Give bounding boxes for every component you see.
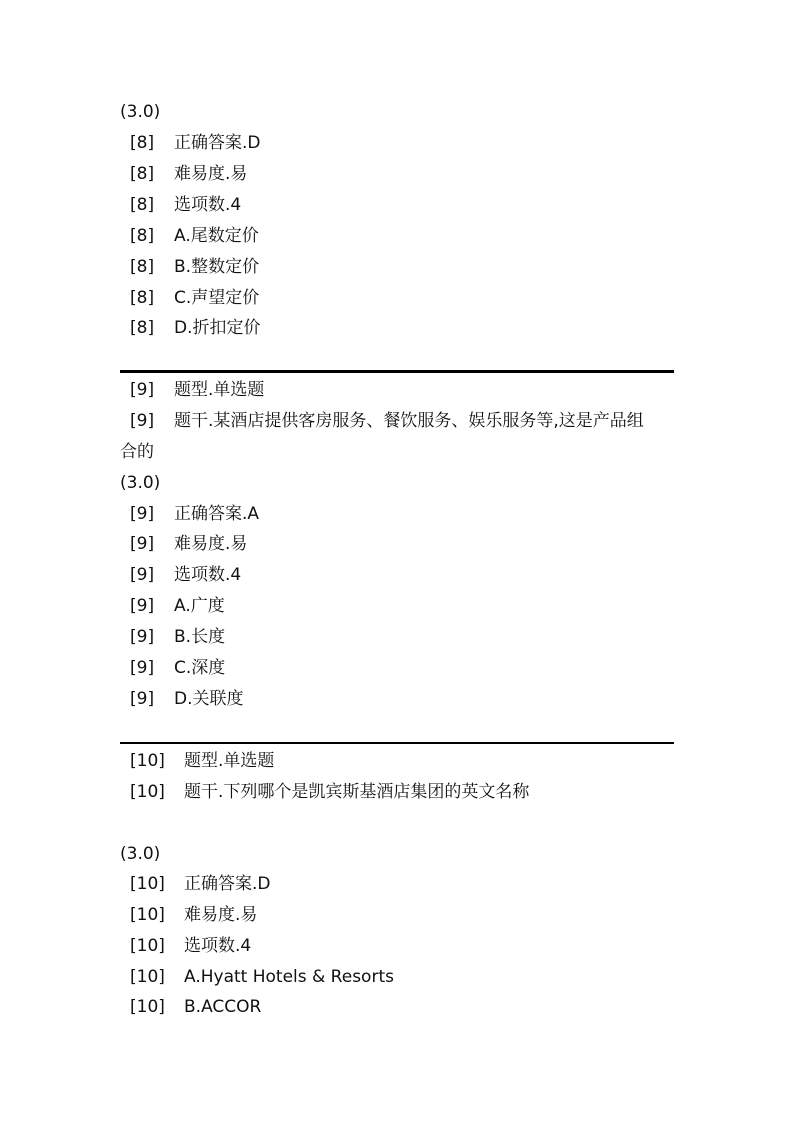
- q8-difficulty-row: [130, 163, 248, 185]
- q8-option-d: D.折扣定价: [174, 318, 261, 338]
- q9-option-a: A.广度: [174, 596, 225, 616]
- q9-tag: [9]: [130, 627, 155, 647]
- section-divider: [120, 742, 674, 744]
- q8-option-a-row: [130, 225, 259, 247]
- q9-stem-row: [130, 410, 644, 432]
- q9-stem-continuation: 合的: [120, 442, 154, 462]
- q8-answer-row: [130, 132, 261, 154]
- q8-tag: [8]: [130, 318, 155, 338]
- q9-option-b-row: [130, 626, 226, 648]
- q9-tag: [9]: [130, 596, 155, 616]
- section-divider: [120, 370, 674, 373]
- q8-tag: [8]: [130, 288, 155, 308]
- q10-type: 题型.单选题: [184, 751, 275, 771]
- q10-difficulty: 难易度.易: [184, 905, 258, 925]
- q9-tag: [9]: [130, 504, 155, 524]
- q8-option-c: C.声望定价: [174, 288, 260, 308]
- q8-option-b-row: [130, 256, 260, 278]
- q8-difficulty: 难易度.易: [174, 164, 248, 184]
- q9-stem: 题干.某酒店提供客房服务、餐饮服务、娱乐服务等,这是产品组: [174, 411, 644, 431]
- q9-option-count-row: [130, 564, 242, 586]
- q9-tag: [9]: [130, 411, 155, 431]
- q10-answer: 正确答案.D: [184, 874, 271, 894]
- q9-tag: [9]: [130, 380, 155, 400]
- q8-option-b: B.整数定价: [174, 257, 260, 277]
- q8-option-d-row: [130, 317, 261, 339]
- q9-option-c: C.深度: [174, 658, 226, 678]
- q10-tag: [10]: [130, 782, 165, 802]
- q9-answer-row: [130, 503, 260, 525]
- q9-option-a-row: [130, 595, 225, 617]
- q8-tag: [8]: [130, 257, 155, 277]
- q10-score: (3.0): [120, 844, 161, 864]
- q10-option-count-row: [130, 935, 252, 957]
- q9-score: (3.0): [120, 473, 161, 493]
- q10-option-count: 选项数.4: [184, 936, 252, 956]
- q10-difficulty-row: [130, 904, 258, 926]
- q10-option-a: A.Hyatt Hotels & Resorts: [184, 967, 394, 987]
- q8-tag: [8]: [130, 164, 155, 184]
- q10-answer-row: [130, 873, 271, 895]
- q8-tag: [8]: [130, 195, 155, 215]
- q9-answer: 正确答案.A: [174, 504, 260, 524]
- q10-tag: [10]: [130, 905, 165, 925]
- q9-option-c-row: [130, 657, 226, 679]
- q9-difficulty: 难易度.易: [174, 534, 248, 554]
- q8-answer: 正确答案.D: [174, 133, 261, 153]
- q8-tag: [8]: [130, 226, 155, 246]
- q9-type: 题型.单选题: [174, 380, 265, 400]
- q8-tag: [8]: [130, 133, 155, 153]
- q10-tag: [10]: [130, 874, 165, 894]
- q9-difficulty-row: [130, 533, 248, 555]
- q10-tag: [10]: [130, 751, 165, 771]
- q10-stem-row: [130, 781, 530, 803]
- q10-tag: [10]: [130, 997, 165, 1017]
- q8-score: (3.0): [120, 102, 161, 122]
- q10-option-b-row: [130, 996, 262, 1018]
- q8-option-c-row: [130, 287, 260, 309]
- q9-tag: [9]: [130, 565, 155, 585]
- q9-option-count: 选项数.4: [174, 565, 242, 585]
- q10-tag: [10]: [130, 936, 165, 956]
- q9-tag: [9]: [130, 534, 155, 554]
- q8-option-a: A.尾数定价: [174, 226, 259, 246]
- q10-option-a-row: [130, 966, 394, 988]
- q10-tag: [10]: [130, 967, 165, 987]
- q9-tag: [9]: [130, 658, 155, 678]
- q9-type-row: [130, 379, 265, 401]
- q8-option-count-row: [130, 194, 242, 216]
- q10-type-row: [130, 750, 275, 772]
- q9-option-b: B.长度: [174, 627, 226, 647]
- q10-option-b: B.ACCOR: [184, 997, 262, 1017]
- q8-option-count: 选项数.4: [174, 195, 242, 215]
- q9-option-d-row: [130, 688, 244, 710]
- q9-option-d: D.关联度: [174, 689, 244, 709]
- q10-stem: 题干.下列哪个是凯宾斯基酒店集团的英文名称: [184, 782, 530, 802]
- q9-tag: [9]: [130, 689, 155, 709]
